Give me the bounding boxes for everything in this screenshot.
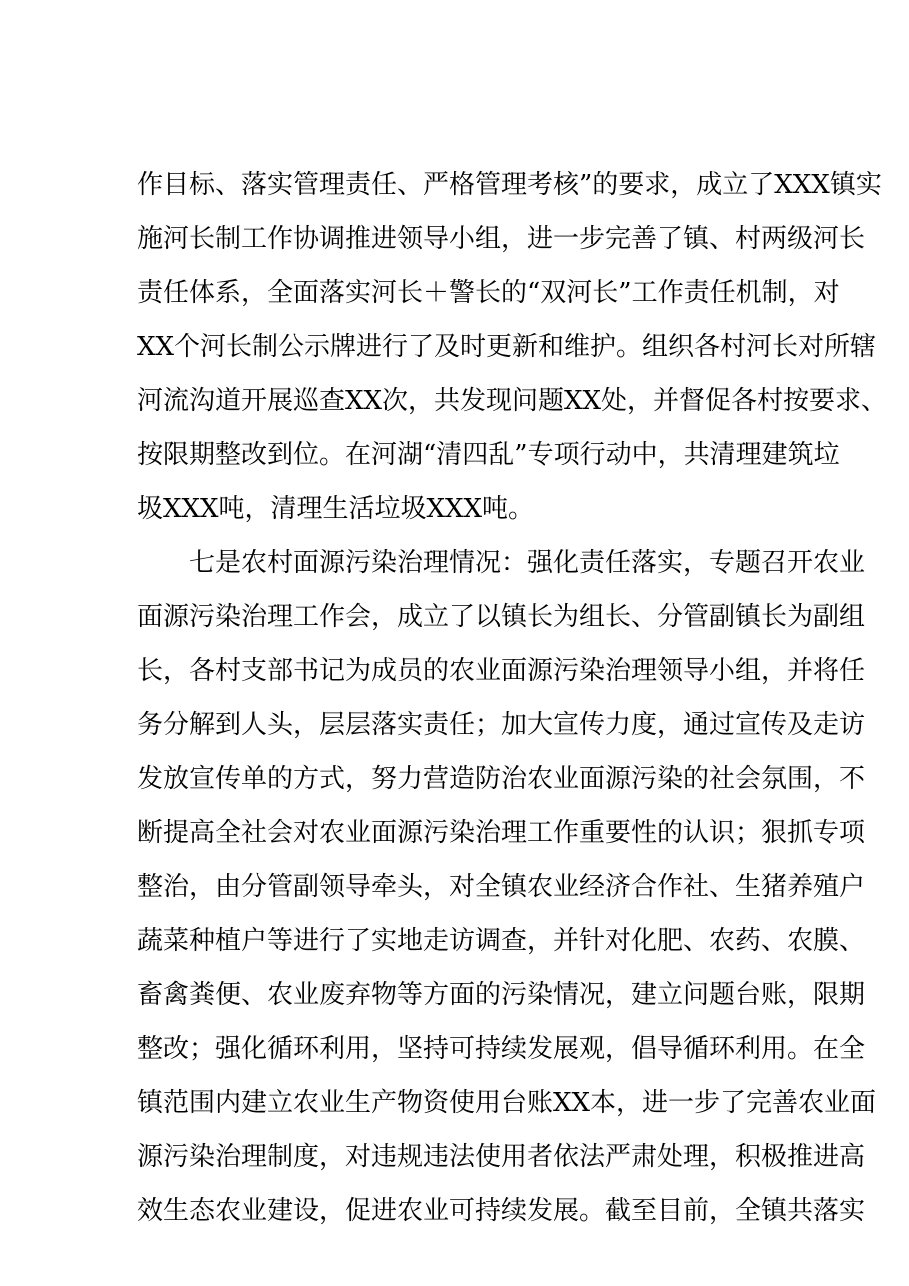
paragraph-2-line-12: 源污染治理制度，对违规违法使用者依法严肃处理，积极推进高	[137, 1142, 866, 1172]
paragraph-2-line-4: 务分解到人头，层层落实责任；加大宣传力度，通过宣传及走访	[137, 710, 866, 740]
paragraph-2-line-2: 面源污染治理工作会，成立了以镇长为组长、分管副镇长为副组	[137, 602, 866, 632]
paragraph-2-line-5: 发放宣传单的方式，努力营造防治农业面源污染的社会氛围，不	[137, 764, 866, 794]
paragraph-1-line-5: 河流沟道开展巡查XX次，共发现问题XX处，并督促各村按要求、	[137, 386, 888, 416]
paragraph-2-line-8: 蔬菜种植户等进行了实地走访调查，并针对化肥、农药、农膜、	[137, 926, 866, 956]
paragraph-2-line-13: 效生态农业建设，促进农业可持续发展。截至目前，全镇共落实	[137, 1196, 866, 1226]
paragraph-1-line-1: 作目标、落实管理责任、严格管理考核”的要求，成立了XXX镇实	[137, 170, 882, 200]
paragraph-1-line-3: 责任体系，全面落实河长＋警长的“双河长”工作责任机制，对	[137, 278, 840, 308]
paragraph-1-line-7: 圾XXX吨，清理生活垃圾XXX吨。	[137, 494, 535, 524]
paragraph-2-line-3: 长，各村支部书记为成员的农业面源污染治理领导小组，并将任	[137, 656, 866, 686]
paragraph-1-line-6: 按限期整改到位。在河湖“清四乱”专项行动中，共清理建筑垃	[137, 440, 840, 470]
paragraph-2-line-7: 整治，由分管副领导牵头，对全镇农业经济合作社、生猪养殖户	[137, 872, 866, 902]
paragraph-2-line-10: 整改；强化循环利用，坚持可持续发展观，倡导循环利用。在全	[137, 1034, 866, 1064]
paragraph-2-line-6: 断提高全社会对农业面源污染治理工作重要性的认识；狠抓专项	[137, 818, 866, 848]
paragraph-2-line-1: 七是农村面源污染治理情况：强化责任落实，专题召开农业	[189, 548, 866, 578]
paragraph-2-line-11: 镇范围内建立农业生产物资使用台账XX本，进一步了完善农业面	[137, 1088, 877, 1118]
paragraph-2-line-9: 畜禽粪便、农业废弃物等方面的污染情况，建立问题台账，限期	[137, 980, 866, 1010]
paragraph-1-line-2: 施河长制工作协调推进领导小组，进一步完善了镇、村两级河长	[137, 224, 866, 254]
paragraph-1-line-4: XX个河长制公示牌进行了及时更新和维护。组织各村河长对所辖	[137, 332, 877, 362]
